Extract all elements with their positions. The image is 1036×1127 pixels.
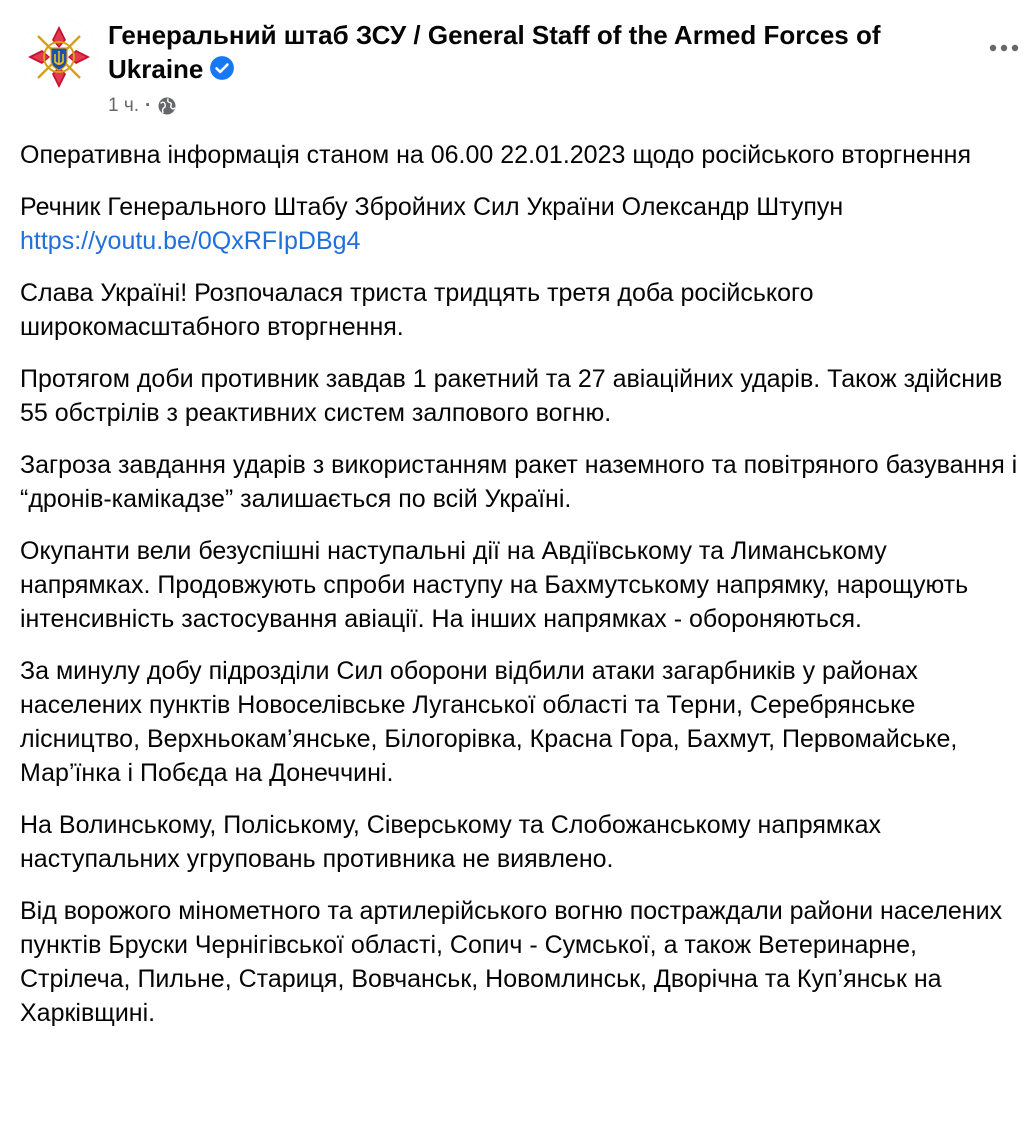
post-paragraph: Від ворожого мінометного та артилерійського вогню постраждали райони населених пунктів Бруски Чернігівської області, Сопич - Сумської, а також Ветеринарне, Стрілеча, Пильне, Стариця, Вовчанськ, Новомлинськ, Дворічна та Куп’янськ на Харківщині. <box>20 897 1003 1027</box>
page-avatar[interactable] <box>20 18 98 96</box>
globe-icon[interactable] <box>157 96 177 116</box>
post-paragraph-with-link <box>20 190 1020 258</box>
more-options-button[interactable] <box>986 30 1022 66</box>
post-paragraph: Оперативна інформація станом на 06.00 22.01.2023 щодо російського вторгнення <box>20 141 971 169</box>
post-paragraph: Загроза завдання ударів з використанням ракет наземного та повітряного базування і “дронів-камікадзе” залишається по всій Україні. <box>20 451 1018 513</box>
post-meta <box>108 92 177 120</box>
verified-badge-icon <box>209 55 235 81</box>
meta-separator: · <box>145 95 152 116</box>
post-paragraph: На Волинському, Поліському, Сіверському та Слобожанському напрямках наступальних угруповань противника не виявлено. <box>20 811 882 873</box>
general-staff-emblem-icon <box>20 18 98 96</box>
post-content <box>20 138 1020 1048</box>
post-timestamp[interactable]: 1 ч. <box>108 95 140 116</box>
page-name-text: Генеральний штаб ЗСУ / General Staff of the Armed Forces of Ukraine <box>108 20 881 84</box>
post-paragraph: Слава Україні! Розпочалася триста тридцять третя доба російського широкомасштабного вторгнення. <box>20 279 814 341</box>
post-paragraph: Протягом доби противник завдав 1 ракетний та 27 авіаційних ударів. Також здійснив 55 обстрілів з реактивних систем залпового вогню. <box>20 365 1003 427</box>
post-paragraph: За минулу добу підрозділи Сил оборони відбили атаки загарбників у районах населених пунктів Новоселівське Луганської області та Терни, Серебрянське лісництво, Верхньокам’янське, Білогорівка, Красна Гора, Бахмут, Первомайське, Мар’їнка і Побєда на Донеччині. <box>20 657 958 787</box>
post-paragraph: Окупанти вели безуспішні наступальні дії на Авдіївському та Лиманському напрямках. Продовжують спроби наступу на Бахмутському напрямку, нарощують інтенсивність застосування авіації. На інших напрямках - обороняються. <box>20 537 969 633</box>
youtube-link[interactable]: https://youtu.be/0QxRFIpDBg4 <box>20 227 361 255</box>
more-options-icon <box>989 44 1019 52</box>
page-name-link[interactable] <box>108 18 908 86</box>
post-paragraph-text: Речник Генерального Штабу Збройних Сил України Олександр Штупун <box>20 193 844 221</box>
